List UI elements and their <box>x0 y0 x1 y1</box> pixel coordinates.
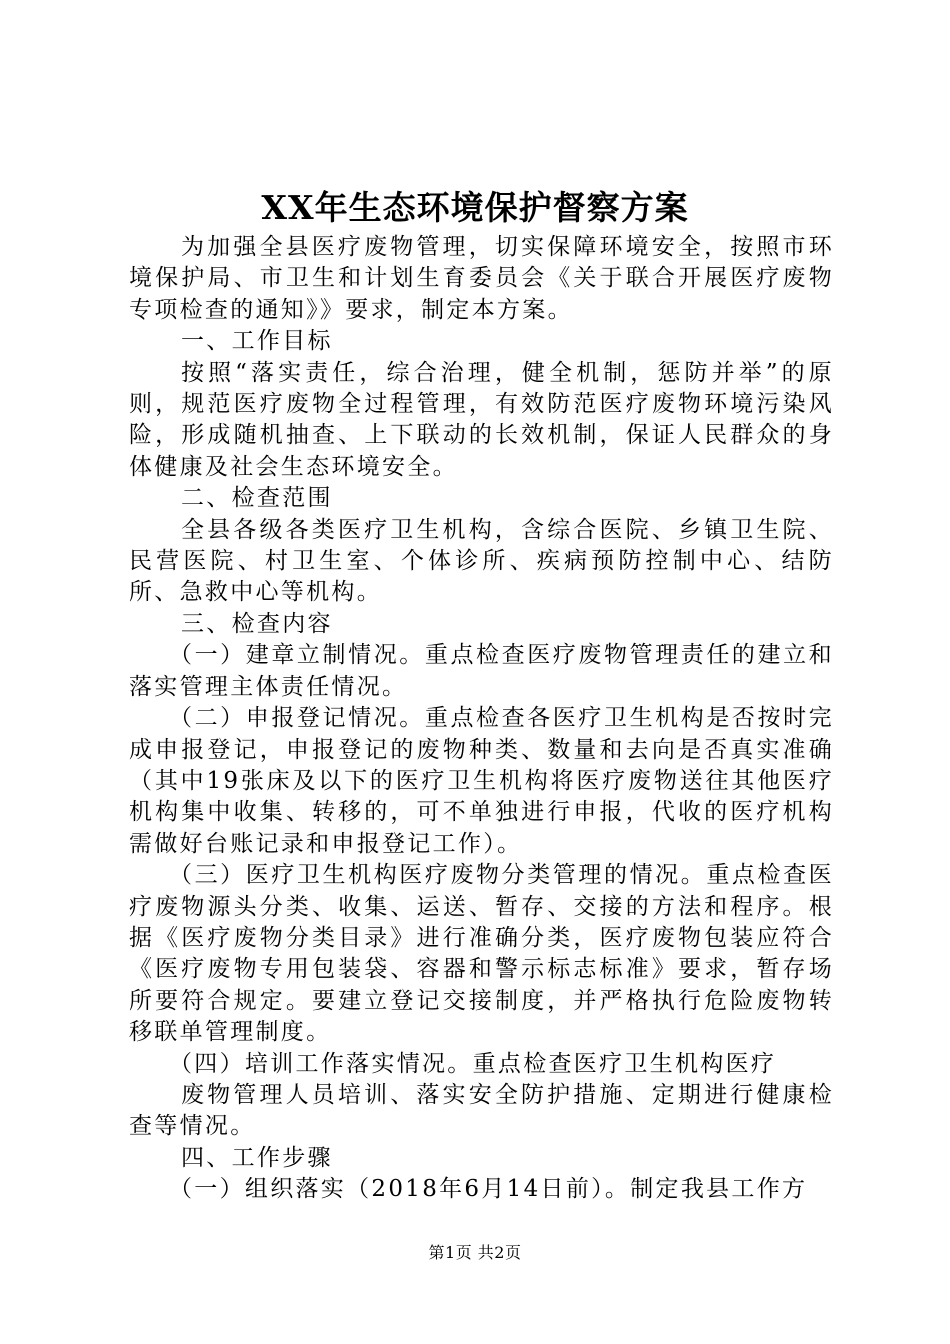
goals-paragraph: 按照“落实责任，综合治理，健全机制，惩防并举”的原则，规范医疗废物全过程管理，有效防范医疗废物环境污染风险，形成随机抽查、上下联动的长效机制，保证人民群众的身体健康及社会生态环境安全。 <box>129 359 834 480</box>
section-heading-steps: 四、工作步骤 <box>181 1144 333 1171</box>
steps-item-1: （一）组织落实（2018年6月14日前）。制定我县工作方 <box>169 1176 808 1203</box>
content-item-4-line-2: 废物管理人员培训、落实安全防护措施、定期进行健康检查等情况。 <box>129 1081 834 1140</box>
section-heading-content: 三、检查内容 <box>181 610 333 637</box>
content-item-3: （三）医疗卫生机构医疗废物分类管理的情况。重点检查医疗废物源头分类、收集、运送、暂存、交接的方法和程序。根据《医疗废物分类目录》进行准确分类，医疗废物包装应符合《医疗废物专用包装袋、容器和警示标志标准》要求，暂存场所要符合规定。要建立登记交接制度，并严格执行危险废物转移联单管理制度。 <box>129 862 834 1046</box>
document-title: XX年生态环境保护督察方案 <box>261 188 689 227</box>
section-heading-scope: 二、检查范围 <box>181 485 333 512</box>
scope-paragraph: 全县各级各类医疗卫生机构，含综合医院、乡镇卫生院、民营医院、村卫生室、个体诊所、疾病预防控制中心、结防所、急救中心等机构。 <box>129 516 834 606</box>
intro-paragraph: 为加强全县医疗废物管理，切实保障环境安全，按照市环境保护局、市卫生和计划生育委员会《关于联合开展医疗废物专项检查的通知》》要求，制定本方案。 <box>129 234 834 323</box>
content-item-4-line-1: （四）培训工作落实情况。重点检查医疗卫生机构医疗 <box>169 1050 777 1077</box>
page-footer: 第1页 共2页 <box>428 1243 522 1262</box>
document-body <box>129 232 834 1206</box>
content-item-1: （一）建章立制情况。重点检查医疗废物管理责任的建立和落实管理主体责任情况。 <box>129 642 834 700</box>
section-heading-goals: 一、工作目标 <box>181 328 333 355</box>
content-item-2: （二）申报登记情况。重点检查各医疗卫生机构是否按时完成申报登记，申报登记的废物种类、数量和去向是否真实准确（其中19张床及以下的医疗卫生机构将医疗废物送往其他医疗机构集中收集、转移的，可不单独进行申报，代收的医疗机构需做好台账记录和申报登记工作）。 <box>129 705 834 857</box>
